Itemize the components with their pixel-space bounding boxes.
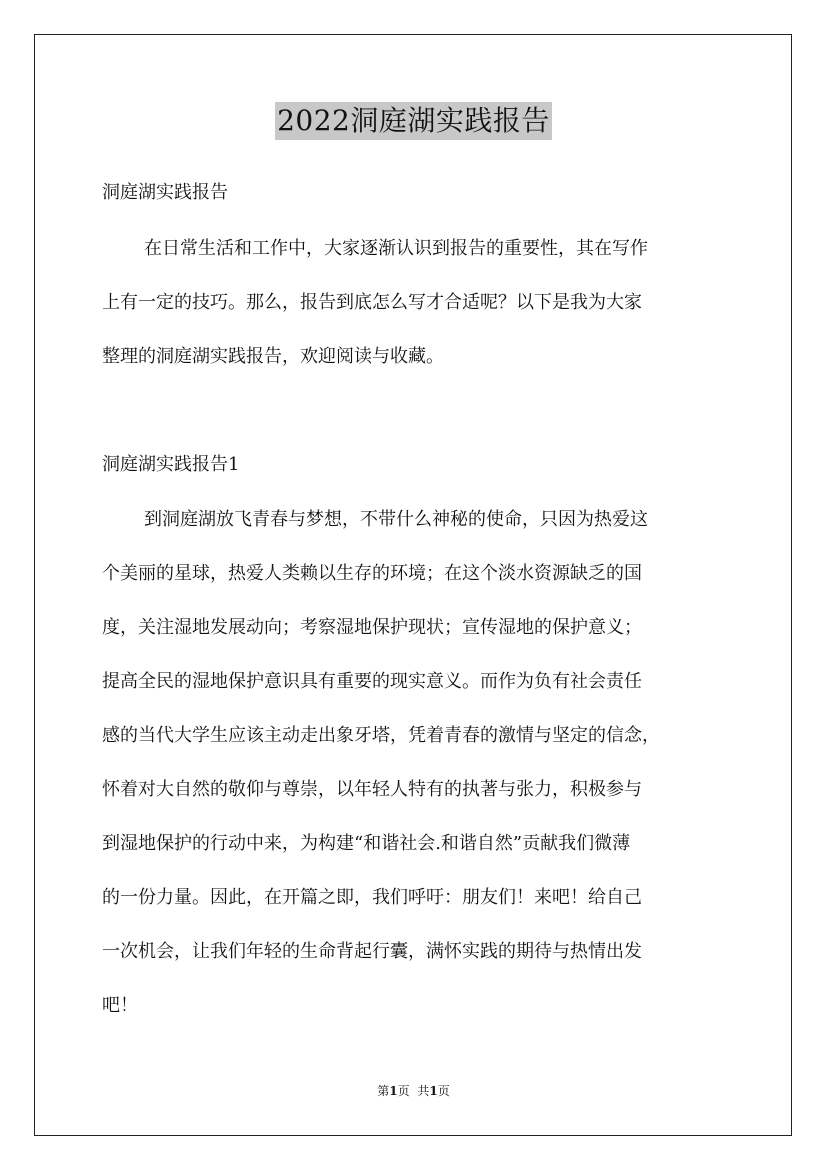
footer-total-number: 1 bbox=[429, 1084, 438, 1098]
body-line: 提高全民的湿地保护意识具有重要的现实意义。而作为负有社会责任 bbox=[102, 671, 642, 692]
footer-page-prefix: 第 bbox=[377, 1084, 390, 1098]
body-line: 个美丽的星球，热爱人类赖以生存的环境；在这个淡水资源缺乏的国 bbox=[102, 563, 642, 584]
document-subtitle: 洞庭湖实践报告 bbox=[102, 182, 228, 203]
body-line: 怀着对大自然的敬仰与尊崇，以年轻人特有的执著与张力，积极参与 bbox=[102, 779, 642, 800]
title-container bbox=[0, 102, 827, 140]
body-line: 度，关注湿地发展动向；考察湿地保护现状；宣传湿地的保护意义； bbox=[102, 617, 642, 638]
section-heading: 洞庭湖实践报告1 bbox=[102, 454, 240, 475]
footer-total-prefix: 共 bbox=[417, 1084, 430, 1098]
intro-line: 整理的洞庭湖实践报告，欢迎阅读与收藏。 bbox=[102, 346, 444, 367]
document-title: 2022洞庭湖实践报告 bbox=[275, 102, 552, 140]
body-line: 到洞庭湖放飞青春与梦想，不带什么神秘的使命，只因为热爱这 bbox=[144, 509, 648, 530]
footer-total-suffix: 页 bbox=[437, 1084, 450, 1098]
body-line: 吧！ bbox=[102, 995, 138, 1016]
intro-line: 上有一定的技巧。那么，报告到底怎么写才合适呢？以下是我为大家 bbox=[102, 292, 642, 313]
intro-line: 在日常生活和工作中，大家逐渐认识到报告的重要性，其在写作 bbox=[144, 238, 648, 259]
body-line: 的一份力量。因此，在开篇之即，我们呼吁：朋友们！来吧！给自己 bbox=[102, 887, 642, 908]
body-line: 感的当代大学生应该主动走出象牙塔，凭着青春的激情与坚定的信念， bbox=[102, 725, 660, 746]
footer-page-suffix: 页 bbox=[397, 1084, 410, 1098]
page-footer bbox=[0, 1083, 827, 1099]
body-line: 到湿地保护的行动中来，为构建“和谐社会.和谐自然”贡献我们微薄 bbox=[102, 833, 631, 854]
body-line: 一次机会，让我们年轻的生命背起行囊，满怀实践的期待与热情出发 bbox=[102, 941, 642, 962]
footer-page-number: 1 bbox=[389, 1084, 398, 1098]
